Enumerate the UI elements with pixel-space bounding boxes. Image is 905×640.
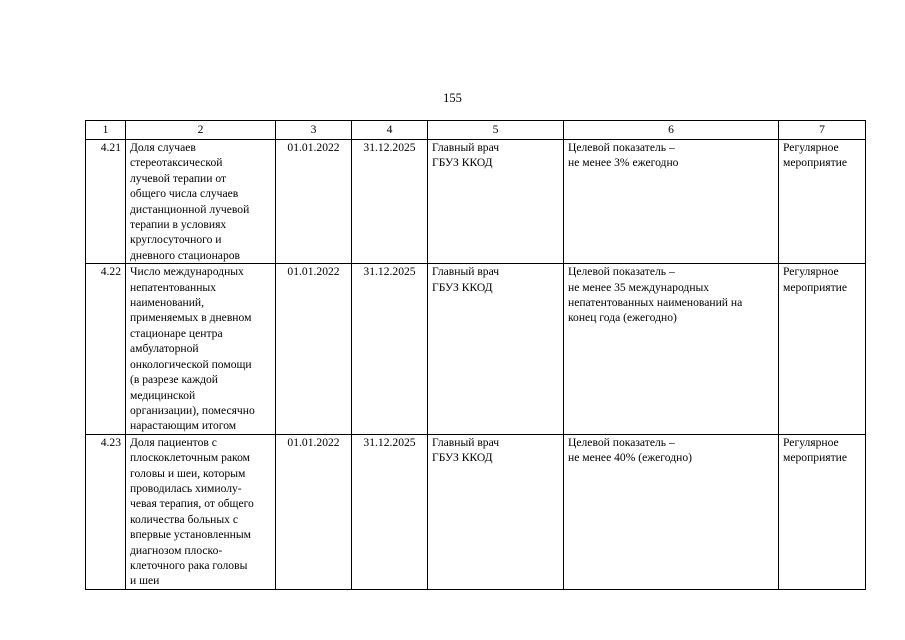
expected-result: Целевой показатель – не менее 35 международных непатентованных наименований на конец года (ежегодно)	[564, 264, 779, 434]
table-row	[86, 264, 866, 434]
measures-table	[85, 120, 866, 590]
row-number: 4.22	[86, 264, 126, 434]
responsible: Главный врач ГБУЗ ККОД	[428, 264, 564, 434]
indicator-name: Число международных непатентованных наименований, применяемых в дневном стационаре центра амбулаторной онкологической помощи (в разрезе каждой медицинской организации), помесячно нарастающим итогом	[126, 264, 276, 434]
header-row	[86, 121, 866, 140]
responsible: Главный врач ГБУЗ ККОД	[428, 140, 564, 264]
start-date: 01.01.2022	[276, 434, 352, 589]
row-number: 4.21	[86, 140, 126, 264]
header-col-3: 3	[276, 121, 352, 140]
row-number: 4.23	[86, 434, 126, 589]
page-number: 155	[443, 91, 462, 105]
start-date: 01.01.2022	[276, 140, 352, 264]
measure-type: Регулярное мероприятие	[779, 264, 866, 434]
measure-type: Регулярное мероприятие	[779, 140, 866, 264]
header-col-1: 1	[86, 121, 126, 140]
table-row	[86, 140, 866, 264]
expected-result: Целевой показатель – не менее 40% (ежегодно)	[564, 434, 779, 589]
start-date: 01.01.2022	[276, 264, 352, 434]
table-row	[86, 434, 866, 589]
header-col-5: 5	[428, 121, 564, 140]
table-body	[86, 140, 866, 590]
header-col-4: 4	[352, 121, 428, 140]
end-date: 31.12.2025	[352, 434, 428, 589]
indicator-name: Доля случаев стереотаксической лучевой терапии от общего числа случаев дистанционной лучевой терапии в условиях круглосуточного и дневного стационаров	[126, 140, 276, 264]
indicator-name: Доля пациентов с плоскоклеточным раком головы и шеи, которым проводилась химиолу- чевая терапия, от общего количества больных с впервые установленным диагнозом плоско- клеточного рака головы и шеи	[126, 434, 276, 589]
header-col-6: 6	[564, 121, 779, 140]
header-col-7: 7	[779, 121, 866, 140]
table-header	[86, 121, 866, 140]
end-date: 31.12.2025	[352, 264, 428, 434]
end-date: 31.12.2025	[352, 140, 428, 264]
measure-type: Регулярное мероприятие	[779, 434, 866, 589]
responsible: Главный врач ГБУЗ ККОД	[428, 434, 564, 589]
expected-result: Целевой показатель – не менее 3% ежегодно	[564, 140, 779, 264]
header-col-2: 2	[126, 121, 276, 140]
